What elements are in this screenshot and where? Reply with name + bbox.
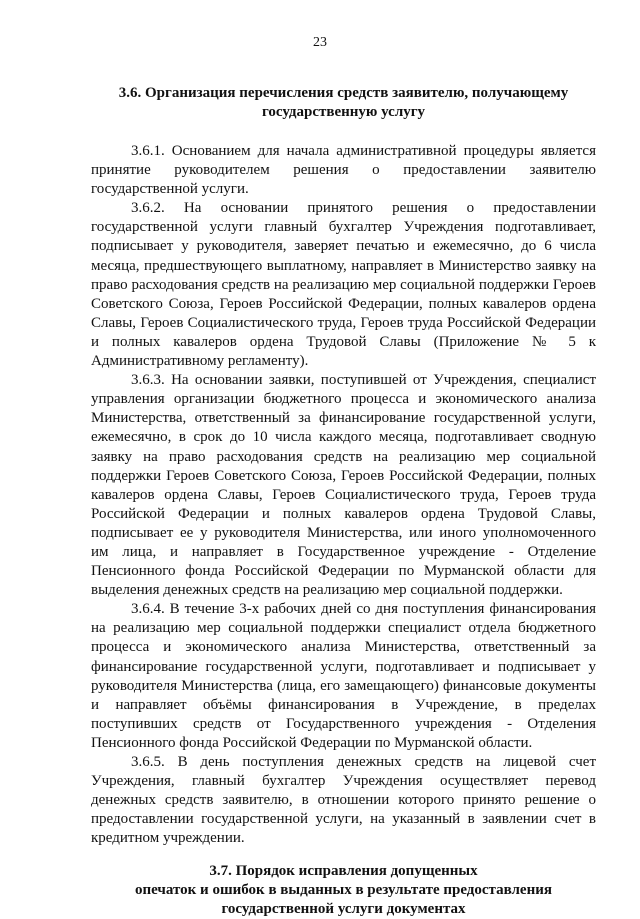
section-3-6-heading	[91, 84, 596, 122]
section-3-7-heading	[91, 862, 596, 919]
paragraph-3-6-1: 3.6.1. Основанием для начала административной процедуры является принятие руководителем решения о предоставлении заявителю государственной услуги.	[91, 143, 596, 198]
paragraph-3-6-5: 3.6.5. В день поступления денежных средств на лицевой счет Учреждения, главный бухгалтер Учреждения осуществляет перевод денежных средств заявителю, в отношении которого принято решение о предоставлении государственной услуги, на указанный в заявлении счет в кредитном учреждении.	[91, 754, 596, 847]
paragraph-3-6-4: 3.6.4. В течение 3-х рабочих дней со дня поступления финансирования на реализацию мер социальной поддержки специалист отдела бюджетного процесса и экономического анализа Министерства, ответственный за финансирование государственной услуги, подготавливает и подписывает у руководителя Министерства (лица, его замещающего) финансовые документы и направляет объёмы финансирования в Учреждение, в пределах поступивших средств от Государственного учреждения - Отделения Пенсионного фонда Российской Федерации по Мурманской области.	[91, 601, 596, 751]
heading-line: 3.7. Порядок исправления допущенных	[209, 863, 478, 880]
heading-line: 3.6. Организация перечисления средств заявителю, получающему	[118, 85, 569, 101]
paragraph-3-6-3: 3.6.3. На основании заявки, поступившей от Учреждения, специалист управления организации бюджетного процесса и экономического анализа Министерства, ответственный за финансирование государственной услуги, ежемесячно, в срок до 10 числа каждого месяца, подготавливает сводную заявку на право расходования средств на реализацию мер социальной поддержки Героев Советского Союза, Героев Российской Федерации, полных кавалеров ордена Славы, Героев Социалистического труда, Героев труда Российской Федерации и полных кавалеров ордена Трудовой Славы, подписывает ее у руководителя Министерства, или иного уполномоченного им лица, и направляет в Государственное учреждение - Отделение Пенсионного фонда Российской Федерации по Мурманской области для выделения денежных средств на реализацию мер социальной поддержки.	[91, 372, 596, 599]
heading-line: государственную услугу	[261, 104, 426, 120]
paragraph-3-6-2: 3.6.2. На основании принятого решения о предоставлении государственной услуги главный бухгалтер Учреждения подготавливает, подписывает у руководителя, заверяет печатью и ежемесячно, до 6 числа месяца, предшествующего выплатному, направляет в Министерство заявку на право расходования средств на реализацию мер социальной поддержки Героев Советского Союза, Героев Российской Федерации, полных кавалеров ордена Славы, Героев Социалистического труда, Героев труда Российской Федерации и полных кавалеров ордена Трудовой Славы (Приложение № 5 к Административному регламенту).	[91, 200, 596, 370]
heading-line: опечаток и ошибок в выданных в результате предоставления	[135, 882, 552, 899]
page-number: 23	[313, 35, 327, 50]
heading-line: государственной услуги документах	[221, 901, 466, 918]
page-content	[91, 84, 596, 919]
